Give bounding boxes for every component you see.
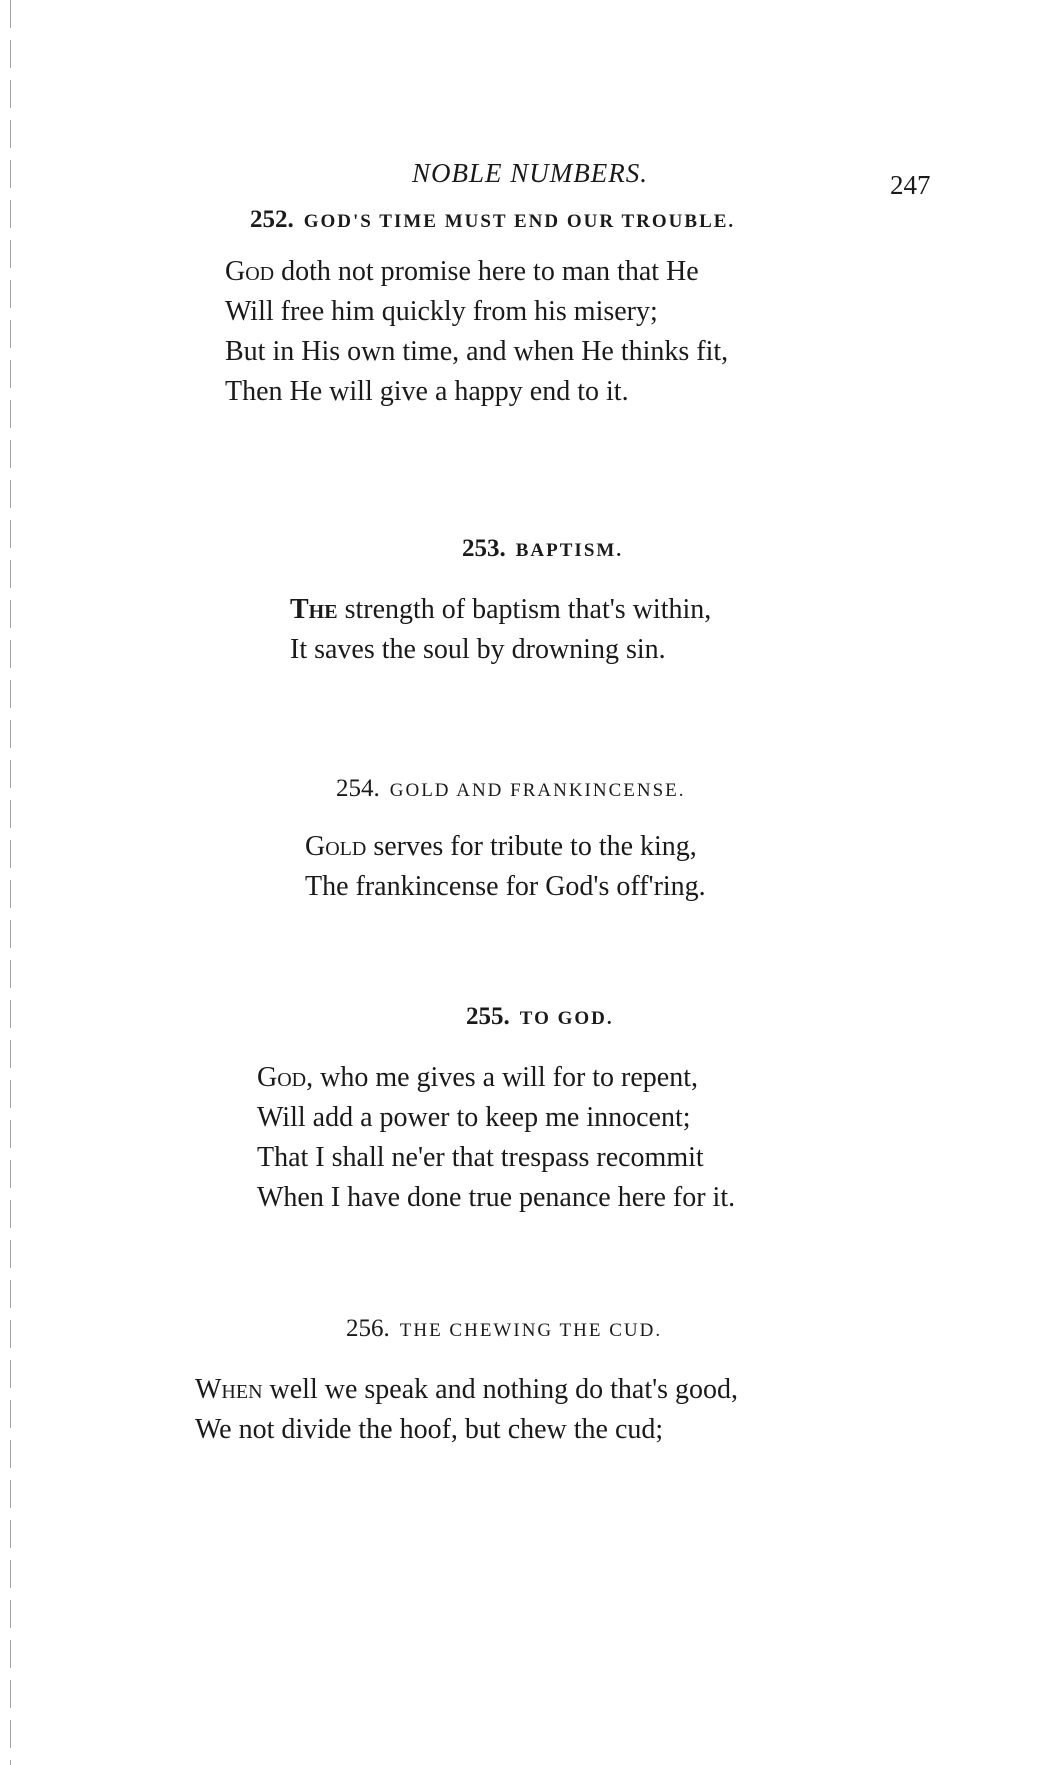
poem-body-254 (305, 827, 706, 907)
poem-number: 254. (336, 775, 380, 802)
poem-title-text: TO GOD. (519, 1008, 614, 1029)
poem-number: 256. (346, 1315, 390, 1342)
verse-line: Will add a power to keep me innocent; (257, 1102, 691, 1133)
poem-body-255 (257, 1058, 735, 1218)
poem-title-252 (250, 206, 735, 234)
verse-line: God, who me gives a will for to repent, (257, 1062, 699, 1093)
verse-line: Gold serves for tribute to the king, (305, 831, 697, 862)
verse-line: Then He will give a happy end to it. (225, 376, 629, 407)
poem-number: 255. (466, 1003, 510, 1030)
verse-line: When I have done true penance here for it. (257, 1182, 736, 1213)
poem-body-256 (195, 1370, 738, 1450)
poem-body-252 (225, 252, 728, 412)
verse-line: Will free him quickly from his misery; (225, 296, 658, 327)
verse-line: God doth not promise here to man that He (225, 256, 699, 287)
poem-number: 253. (462, 535, 506, 562)
poem-title-255 (466, 1003, 614, 1031)
poem-number: 252. (250, 206, 294, 233)
verse-line: When well we speak and nothing do that's good, (195, 1374, 739, 1405)
verse-line: But in His own time, and when He thinks fit, (225, 336, 729, 367)
verse-line: We not divide the hoof, but chew the cud; (195, 1414, 664, 1445)
poem-body-253 (290, 590, 711, 670)
poem-title-text: BAPTISM. (515, 540, 624, 561)
poem-title-253 (462, 535, 623, 563)
verse-line: The frankincense for God's off'ring. (305, 871, 706, 902)
page-gutter-edge (10, 0, 11, 1765)
poem-title-text: THE CHEWING THE CUD. (399, 1320, 663, 1341)
page-number: 247 (890, 170, 931, 200)
verse-line: The strength of baptism that's within, (290, 594, 712, 625)
running-head: NOBLE NUMBERS. (412, 158, 648, 188)
poem-title-text: GOLD AND FRANKINCENSE. (389, 780, 686, 801)
verse-line: That I shall ne'er that trespass recommit (257, 1142, 704, 1173)
poem-title-256 (346, 1315, 662, 1343)
poem-title-254 (336, 775, 686, 803)
verse-line: It saves the soul by drowning sin. (290, 634, 666, 665)
poem-title-text: GOD'S TIME MUST END OUR TROUBLE. (303, 211, 736, 232)
